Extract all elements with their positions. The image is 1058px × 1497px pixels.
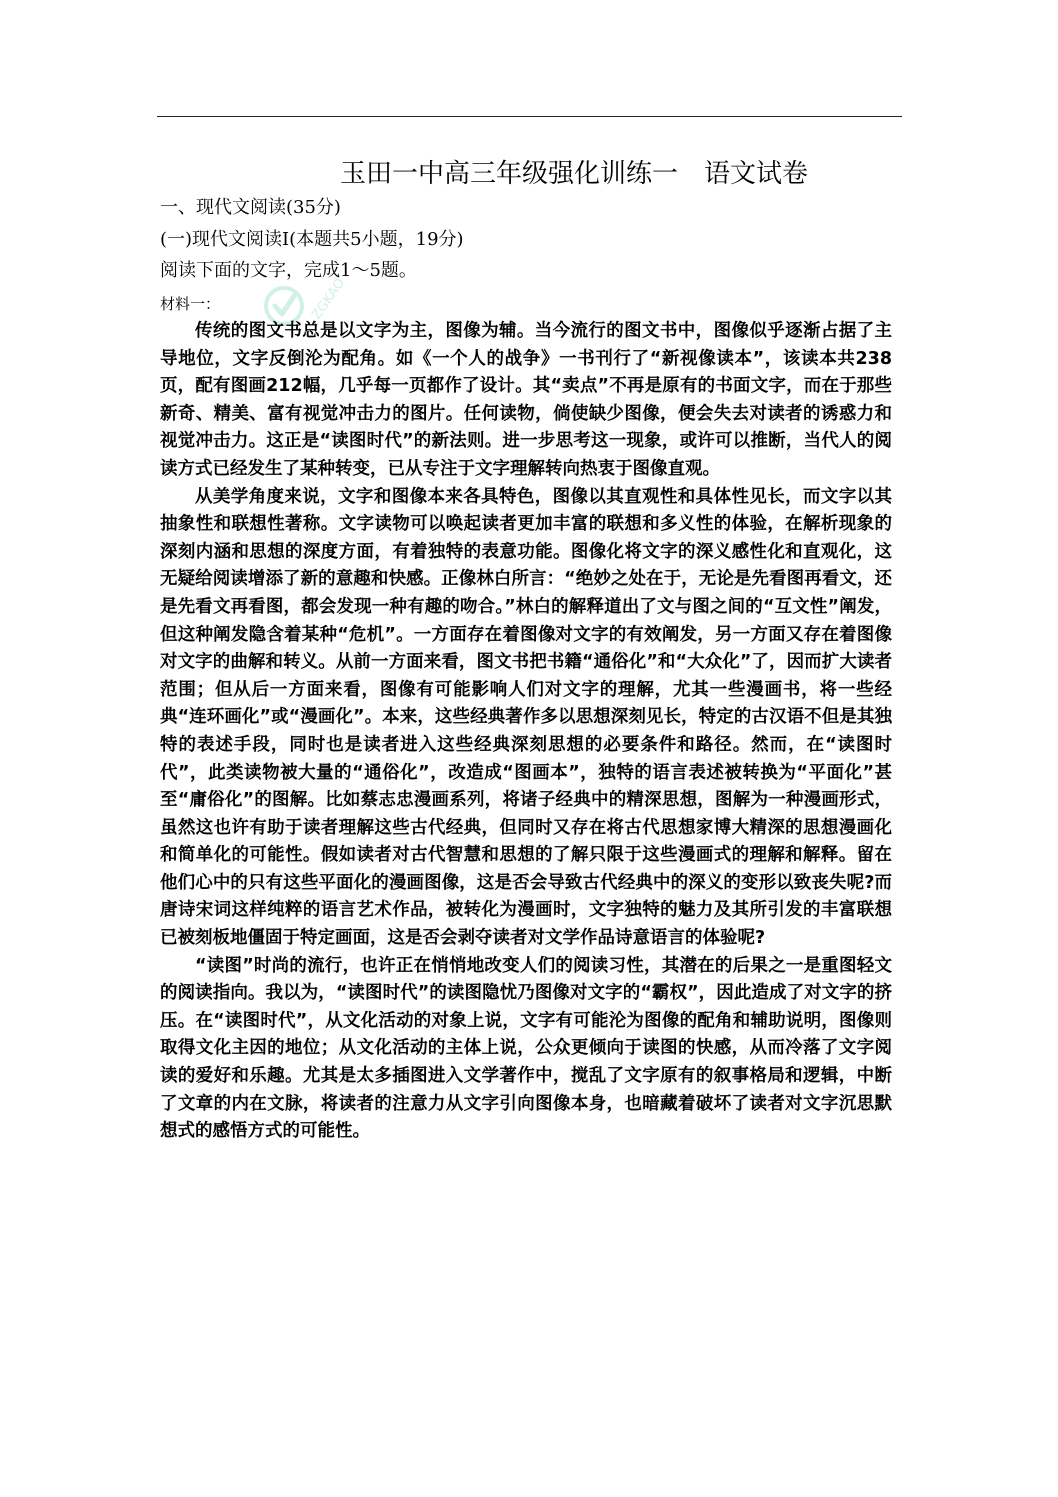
passage-paragraph: 从美学角度来说，文字和图像本来各具特色，图像以其直观性和具体性见长，而文字以其抽象性和联想性著称。文字读物可以唤起读者更加丰富的联想和多义性的体验，在解析现象的深刻内涵和思想的深度方面，有着独特的表意功能。图像化将文字的深义感性化和直观化，这无疑给阅读增添了新的意趣和快感。正像林白所言：“绝妙之处在于，无论是先看图再看文，还是先看文再看图，都会发现一种有趣的吻合。”林白的解释道出了文与图之间的“互文性”阐发，但这种阐发隐含着某种“危机”。一方面存在着图像对文字的有效阐发，另一方面又存在着图像对文字的曲解和转义。从前一方面来看，图文书把书籍“通俗化”和“大众化”了，因而扩大读者范围；但从后一方面来看，图像有可能影响人们对文字的理解，尤其一些漫画书，将一些经典“连环画化”或“漫画化”。本来，这些经典著作多以思想深刻见长，特定的古汉语不但是其独特的表述手段，同时也是读者进入这些经典深刻思想的必要条件和路径。然而，在“读图时代”，此类读物被大量的“通俗化”，改造成“图画本”，独特的语言表述被转换为“平面化”甚至“庸俗化”的图解。比如蔡志忠漫画系列，将诸子经典中的精深思想，图解为一种漫画形式，虽然这也许有助于读者理解这些古代经典，但同时又存在将古代思想家博大精深的思想漫画化和简单化的可能性。假如读者对古代智慧和思想的了解只限于这些漫画式的理解和解释。留在他们心中的只有这些平面化的漫画图像，这是否会导致古代经典中的深义的变形以致丧失呢?而唐诗宋词这样纯粹的语言艺术作品，被转化为漫画时，文字独特的魅力及其所引发的丰富联想已被刻板地僵固于特定画面，这是否会剥夺读者对文学作品诗意语言的体验呢? [160, 486, 892, 949]
passage-paragraph: 传统的图文书总是以文字为主，图像为辅。当今流行的图文书中，图像似乎逐渐占据了主导地位，文字反倒沦为配角。如《一个人的战争》一书刊行了“新视像读本”，该读本共238页，配有图画212幅，几乎每一页都作了设计。其“卖点”不再是原有的书面文字，而在于那些新奇、精美、富有视觉冲击力的图片。任何读物，倘使缺少图像，便会失去对读者的诱惑力和视觉冲击力。这正是“读图时代”的新法则。进一步思考这一现象，或许可以推断，当代人的阅读方式已经发生了某种转变，已从专注于文字理解转向热衷于图像直观。 [160, 321, 892, 479]
passage-paragraph: “读图”时尚的流行，也许正在悄悄地改变人们的阅读习性，其潜在的后果之一是重图轻文的阅读指向。我以为，“读图时代”的读图隐忧乃图像对文字的“霸权”，因此造成了对文字的挤压。在“读图时代”，从文化活动的对象上说，文字有可能沦为图像的配角和辅助说明，图像则取得文化主因的地位；从文化活动的主体上说，公众更倾向于读图的快感，从而冷落了文字阅读的爱好和乐趣。尤其是太多插图进入文学著作中，搅乱了文字原有的叙事格局和逻辑，中断了文章的内在文脉，将读者的注意力从文字引向图像本身，也暗藏着破坏了读者对文字沉思默想式的感悟方式的可能性。 [160, 955, 893, 1142]
header-rule [157, 116, 902, 117]
reading-passage [160, 318, 892, 1146]
watermark-check-icon [275, 296, 294, 314]
reading-instruction: 阅读下面的文字，完成1～5题。 [160, 260, 417, 281]
watermark-text: ZGKAO [309, 275, 349, 323]
subsection-heading: (一)现代文阅读Ⅰ(本题共5小题，19分) [160, 229, 464, 250]
page-title: 玉田一中高三年级强化训练一 语文试卷 [339, 159, 808, 189]
material-label: 材料一： [160, 295, 221, 313]
section-heading: 一、现代文阅读(35分) [160, 197, 341, 218]
